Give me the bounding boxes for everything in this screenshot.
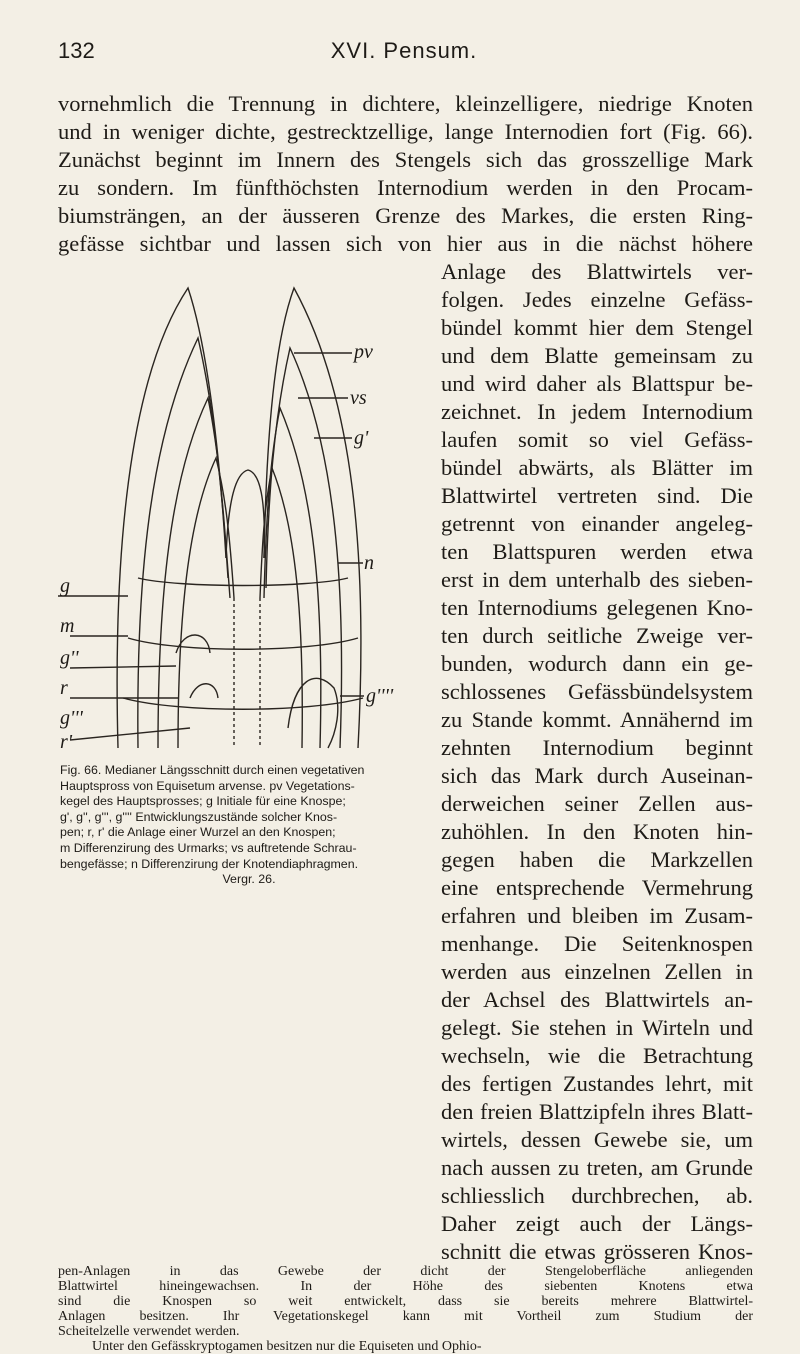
label-g4: g'''': [366, 685, 394, 707]
body-line: Anlage des Blattwirtels ver-: [441, 259, 753, 284]
body-line: erfahren und bleiben im Zusam-: [441, 903, 753, 928]
equisetum-section-drawing: [58, 258, 440, 758]
label-m: m: [60, 615, 75, 637]
bud-left-lower: [190, 684, 218, 698]
label-g2: g'': [60, 647, 79, 669]
sheath-3-right: [264, 408, 321, 748]
body-line: wirtels, dessen Gewebe sie, um: [441, 1127, 753, 1152]
body-line: vornehmlich die Trennung in dichtere, kleinzelligere, niedrige Knoten: [58, 91, 753, 116]
sheath-4-left: [178, 458, 234, 748]
body-line: werden aus einzelnen Zellen in: [441, 959, 753, 984]
body-line: zuhöhlen. In den Knoten hin-: [441, 819, 753, 844]
body-line: bunden, wodurch dann ein ge-: [441, 651, 753, 676]
body-line: zehnten Internodium beginnt: [441, 735, 753, 760]
body-line: zu Stande kommt. Annähernd im: [441, 707, 753, 732]
figure-66-longitudinal-section: [58, 258, 440, 758]
outer-sheath-left: [117, 288, 226, 748]
body-line: zeichnet. In jedem Internodium: [441, 399, 753, 424]
caption-line: kegel des Hauptsprosses; g Initiale für eine Knospe;: [60, 794, 346, 809]
body-line: sich das Mark durch Auseinan-: [441, 763, 753, 788]
label-g3: g''': [60, 707, 83, 729]
body-line: Blattwirtel vertreten sind. Die: [441, 483, 753, 508]
page-number: 132: [58, 38, 95, 63]
bud-right-lower: [288, 678, 338, 748]
leader-g2: [70, 666, 176, 668]
body-line: des fertigen Zustandes lehrt, mit: [441, 1071, 753, 1096]
body-line: der Achsel des Blattwirtels an-: [441, 987, 753, 1012]
body-line: und wird daher als Blattspur be-: [441, 371, 753, 396]
label-r1: r': [60, 731, 73, 753]
label-g1: g': [354, 427, 369, 449]
caption-line: Fig. 66. Medianer Längsschnitt durch einen vegetativen: [60, 763, 365, 777]
body-line: Daher zeigt auch der Längs-: [441, 1211, 753, 1236]
label-n: n: [364, 552, 374, 574]
body-line: Unter den Gefässkryptogamen besitzen nur die Equiseten und Ophio-: [92, 1339, 482, 1354]
body-line: laufen somit so viel Gefäss-: [441, 427, 753, 452]
leader-g3: [70, 728, 190, 740]
body-line: folgen. Jedes einzelne Gefäss-: [441, 287, 753, 312]
inner-sheath-right: [266, 348, 342, 748]
body-line: erst in dem unterhalb des sieben-: [441, 567, 753, 592]
body-line: zu sondern. Im fünfthöchsten Internodium werden in den Procam-: [58, 175, 753, 200]
body-line: gelegt. Sie stehen in Wirteln und: [441, 1015, 753, 1040]
label-pv: pv: [354, 341, 373, 363]
body-line: schliesslich durchbrechen, ab.: [441, 1183, 753, 1208]
body-line: menhange. Die Seitenknospen: [441, 931, 753, 956]
caption-line: m Differenzirung des Urmarks; vs auftretende Schrau-: [60, 840, 357, 855]
sheath-3-left: [158, 398, 230, 748]
node-line-middle: [128, 638, 358, 649]
vegetation-cone: [226, 470, 264, 558]
sheath-4-right: [260, 468, 302, 748]
label-r: r: [60, 677, 68, 699]
body-line: Scheitelzelle verwendet werden.: [58, 1324, 240, 1339]
body-line: bündel abwärts, als Blätter im: [441, 455, 753, 480]
body-line: Blattwirtel hineingewachsen. In der Höhe des siebenten Knotens etwa: [58, 1279, 753, 1294]
body-line: wechseln, wie die Betrachtung: [441, 1043, 753, 1068]
caption-line: Hauptspross von Equisetum arvense. pv Vegetations-: [60, 778, 355, 793]
body-line: den freien Blattzipfeln ihres Blatt-: [441, 1099, 753, 1124]
body-line: Anlagen besitzen. Ihr Vegetationskegel kann mit Vortheil zum Studium der: [58, 1309, 753, 1324]
body-line: sind die Knospen so weit entwickelt, dass sie bereits mehrere Blattwirtel-: [58, 1294, 753, 1309]
body-line: schlossenes Gefässbündelsystem: [441, 679, 753, 704]
body-line: ten durch seitliche Zweige ver-: [441, 623, 753, 648]
caption-line: g', g'', g''', g'''' Entwicklungszustände solcher Knos-: [60, 809, 338, 824]
pith-column: [234, 598, 260, 748]
label-vs: vs: [350, 387, 367, 409]
body-line: ten Blattspuren werden etwa: [441, 539, 753, 564]
caption-line: bengefässe; n Differenzirung der Knotendiaphragmen.: [60, 856, 359, 871]
body-line: und in weniger dichte, gestrecktzellige, lange Internodien fort (Fig. 66).: [58, 119, 753, 144]
body-line: nach aussen zu treten, am Grunde: [441, 1155, 753, 1180]
body-line: ten Internodiums gelegenen Kno-: [441, 595, 753, 620]
body-line: biumsträngen, an der äusseren Grenze des Markes, die ersten Ring-: [58, 203, 753, 228]
body-line: Zunächst beginnt im Innern des Stengels sich das grosszellige Mark: [58, 147, 753, 172]
label-g: g: [60, 575, 70, 597]
page-header: [58, 38, 750, 72]
running-title: XVI. Pensum.: [330, 38, 478, 63]
body-line: derweichen seiner Zellen aus-: [441, 791, 753, 816]
body-line: bündel kommt hier dem Stengel: [441, 315, 753, 340]
figure-caption: [60, 763, 438, 888]
body-line: getrennt von einander angeleg-: [441, 511, 753, 536]
caption-line: Vergr. 26.: [222, 872, 276, 887]
body-line: und dem Blatte gemeinsam zu: [441, 343, 753, 368]
body-line: pen-Anlagen in das Gewebe der dicht der Stengeloberfläche anliegenden: [58, 1264, 753, 1279]
body-line: schnitt die etwas grösseren Knos-: [441, 1239, 753, 1264]
body-line: gegen haben die Markzellen: [441, 847, 753, 872]
inner-sheath-left: [138, 338, 228, 748]
body-line: eine entsprechende Vermehrung: [441, 875, 753, 900]
body-line: gefässe sichtbar und lassen sich von hier aus in die nächst höhere: [58, 231, 753, 256]
caption-line: pen; r, r' die Anlage einer Wurzel an den Knospen;: [60, 825, 336, 840]
